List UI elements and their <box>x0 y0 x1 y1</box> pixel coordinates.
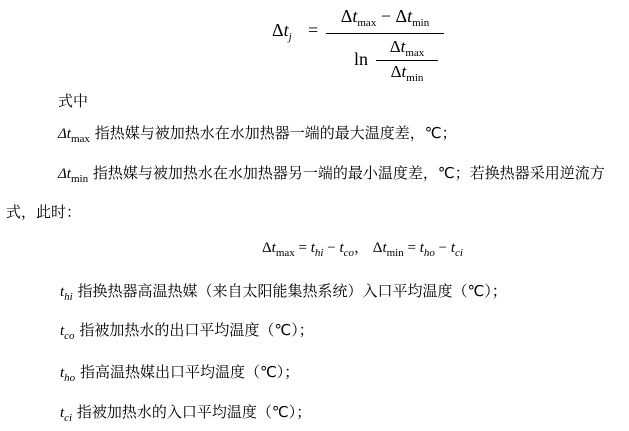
var-t: t <box>60 365 65 381</box>
subscript-max: max <box>357 17 377 29</box>
subscript-min: min <box>386 247 404 259</box>
minus-sign: − <box>380 6 391 26</box>
subscript-min: min <box>412 17 430 29</box>
ln-operator: ln <box>354 49 369 69</box>
subscript-max: max <box>275 247 295 259</box>
var-t: t <box>450 240 456 256</box>
subscript-min: min <box>70 173 89 185</box>
var-t: t <box>60 284 65 300</box>
var-t: t <box>419 240 424 256</box>
subscript-min: min <box>406 72 424 84</box>
delta-symbol: Δ <box>262 240 272 256</box>
subscript-ci: ci <box>64 412 73 424</box>
def-dtmax <box>58 123 457 149</box>
term-text: 指被加热水的出口平均温度（℃）； <box>79 321 314 339</box>
delta-symbol: Δ <box>390 62 402 81</box>
symbol-dt: Δt <box>58 126 71 142</box>
formula-numerator <box>326 6 444 29</box>
inner-fraction <box>376 37 438 84</box>
term-tco <box>60 320 314 346</box>
var-t: t <box>271 240 276 256</box>
subscript-hi: hi <box>314 247 324 259</box>
var-t: t <box>60 405 65 421</box>
delta-symbol: Δ <box>272 20 284 40</box>
term-thi <box>60 281 507 307</box>
inner-numerator <box>376 37 438 59</box>
term-tho <box>60 362 299 388</box>
subscript-ci: ci <box>455 247 463 259</box>
minus-sign: − <box>434 240 451 256</box>
delta-symbol: Δ <box>389 37 401 56</box>
minus-sign: − <box>323 240 340 256</box>
subscript-co: co <box>64 330 75 342</box>
var-t: t <box>407 6 413 26</box>
var-t: t <box>60 323 65 339</box>
delta-symbol: Δ <box>340 6 353 26</box>
symbol-dt: Δt <box>58 166 71 182</box>
formula-lhs <box>272 20 292 43</box>
var-t: t <box>352 6 358 26</box>
var-t: t <box>382 240 387 256</box>
equals-sign: = <box>403 240 420 256</box>
var-t: t <box>283 20 289 40</box>
var-t: t <box>401 62 407 81</box>
subscript-j: j <box>288 31 292 43</box>
separator: ， <box>354 238 370 256</box>
term-tci <box>60 402 311 428</box>
subscript-ho: ho <box>64 372 76 384</box>
subscript-ho: ho <box>423 247 435 259</box>
var-t: t <box>400 37 406 56</box>
formula-denominator <box>326 37 444 84</box>
intro-text: 式中 <box>58 92 89 110</box>
subscript-co: co <box>343 247 355 259</box>
term-text: 指换热器高温热媒（来自太阳能集热系统）入口平均温度（℃）； <box>77 282 507 300</box>
counterflow-equation <box>262 236 463 259</box>
subscript-max: max <box>405 47 425 59</box>
subscript-hi: hi <box>64 291 73 303</box>
equals-sign: = <box>294 240 311 256</box>
term-text: 指高温热媒出口平均温度（℃）； <box>79 363 300 381</box>
def-text: 指热媒与被加热水在水加热器一端的最大温度差，℃； <box>94 124 457 142</box>
def-dtmin-continued: 式，此时： <box>6 203 82 221</box>
inner-denominator <box>376 62 438 84</box>
term-text: 指被加热水的入口平均温度（℃）； <box>76 403 312 421</box>
delta-symbol: Δ <box>395 6 408 26</box>
var-t: t <box>339 240 344 256</box>
equals-sign: = <box>308 20 319 40</box>
fraction-bar <box>326 33 444 34</box>
inner-fraction-bar <box>376 60 438 61</box>
delta-symbol: Δ <box>372 240 383 256</box>
main-formula <box>272 6 432 82</box>
def-text: 指热媒与被加热水在水加热器另一端的最小温度差，℃；若换热器采用逆流方 <box>92 164 605 182</box>
subscript-max: max <box>70 133 90 145</box>
def-dtmin <box>58 163 605 189</box>
var-t: t <box>310 240 315 256</box>
